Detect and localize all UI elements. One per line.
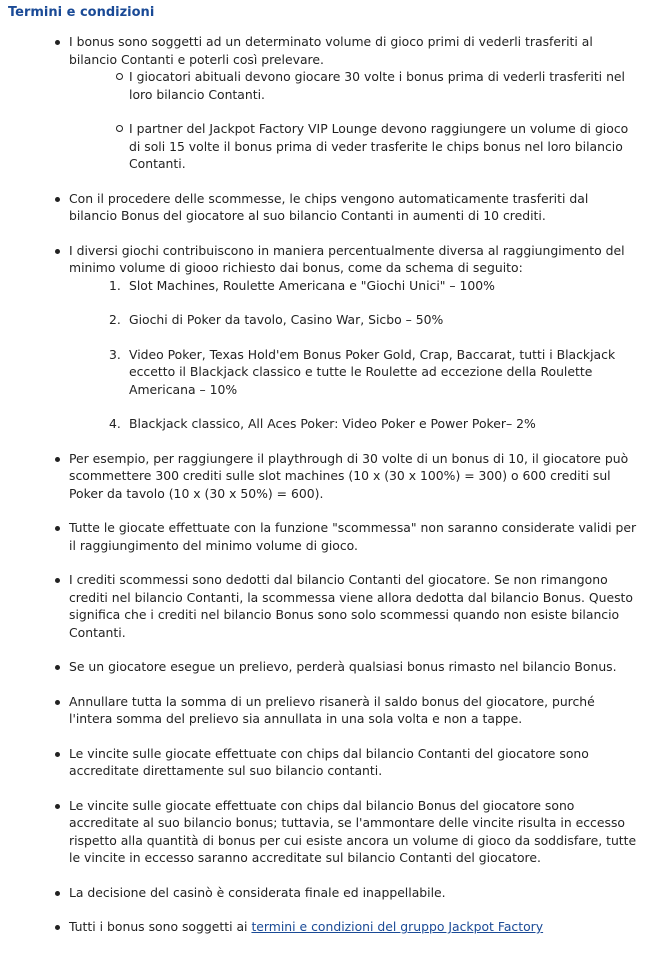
terms-item: [69, 33, 640, 173]
terms-item: [69, 190, 640, 225]
terms-item-text: Le vincite sulle giocate effettuate con chips dal bilancio Bonus del giocatore sono accreditate al suo bilancio bonus; tuttavia, se l'ammontare delle vincite risulta in eccesso rispetto alla quantità di bonus per cui esiste ancora un volume di gioco da soddisfare, tutte le vincite in eccesso saranno accreditate sul bilancio Contanti del giocatore.: [69, 797, 637, 865]
terms-item: [69, 693, 640, 728]
terms-subitem: [129, 120, 640, 173]
terms-item-text: Annullare tutta la somma di un prelievo risanerà il saldo bonus del giocatore, purché l'intera somma del prelievo sia annullata in una sola volta e non a tappe.: [69, 693, 595, 726]
terms-sublist: [69, 68, 640, 173]
terms-item: [69, 519, 640, 554]
terms-item: [69, 658, 640, 676]
terms-item-text: Tutti i bonus sono soggetti ai: [69, 919, 252, 934]
page-title: Termini e condizioni: [8, 5, 155, 20]
contribution-item: [109, 415, 640, 433]
terms-item: [69, 745, 640, 780]
contribution-text: Blackjack classico, All Aces Poker: Video Poker e Power Poker– 2%: [129, 416, 536, 431]
contribution-number: 3.: [109, 346, 121, 362]
terms-item: [69, 450, 640, 503]
terms-item-text: I crediti scommessi sono dedotti dal bilancio Contanti del giocatore. Se non rimangono crediti nel bilancio Contanti, la scommessa viene allora dedotta dal bilancio Bonus. Questo significa che i crediti nel bilancio Bonus sono solo scommessi quando non esiste bilancio Contanti.: [69, 572, 633, 640]
terms-item: [69, 571, 640, 641]
contribution-number: 4.: [109, 416, 121, 431]
terms-item: [69, 884, 640, 902]
contribution-text: Slot Machines, Roulette Americana e "Giochi Unici" – 100%: [129, 277, 495, 293]
terms-item-text: I bonus sono soggetti ad un determinato volume di gioco primi di vederli trasferiti al bilancio Contanti e poterli così prelevare.: [69, 34, 593, 67]
terms-item-text: Se un giocatore esegue un prelievo, perderà qualsiasi bonus rimasto nel bilancio Bonus.: [69, 659, 617, 674]
terms-subitem: [129, 68, 640, 103]
terms-item-text: La decisione del casinò è considerata finale ed inappellabile.: [69, 884, 446, 900]
terms-item: [69, 918, 640, 936]
terms-subitem-text: I partner del Jackpot Factory VIP Lounge devono raggiungere un volume di gioco di soli 15 volte il bonus prima di veder trasferite le chips bonus nel loro bilancio Contanti.: [129, 121, 629, 171]
contribution-list: [69, 277, 640, 433]
contribution-item: [109, 277, 640, 295]
terms-item: [69, 797, 640, 867]
terms-item-text: I diversi giochi contribuiscono in maniera percentualmente diversa al raggiungimento del minimo volume di giooo richiesto dai bonus, come da schema di seguito:: [69, 242, 625, 275]
terms-subitem-text: I giocatori abituali devono giocare 30 volte i bonus prima di vederli trasferiti nel loro bilancio Contanti.: [129, 69, 625, 102]
terms-item-text: Le vincite sulle giocate effettuate con chips dal bilancio Contanti del giocatore sono accreditate direttamente sul suo bilancio contanti.: [69, 745, 589, 778]
contribution-text: Video Poker, Texas Hold'em Bonus Poker Gold, Crap, Baccarat, tutti i Blackjack eccetto il Blackjack classico e tutte le Roulette ad eccezione della Roulette Americana – 10%: [129, 346, 616, 397]
group-terms-link[interactable]: termini e condizioni del gruppo Jackpot Factory: [251, 919, 544, 934]
contribution-item: [109, 311, 640, 329]
terms-item-text: Tutte le giocate effettuate con la funzione "scommessa" non saranno considerate validi per il raggiungimento del minimo volume di gioco.: [69, 520, 637, 553]
contribution-item: [109, 346, 640, 399]
terms-item-text: Per esempio, per raggiungere il playthrough di 30 volte di un bonus di 10, il giocatore può scommettere 300 crediti sulle slot machines (10 x (30 x 100%) = 300) o 600 crediti sul Poker da tavolo (10 x (30 x 50%) = 600).: [69, 450, 629, 501]
terms-item: [69, 242, 640, 433]
contribution-number: 1.: [109, 277, 121, 293]
contribution-number: 2.: [109, 312, 121, 327]
terms-item-text: Con il procedere delle scommesse, le chips vengono automaticamente trasferiti dal bilancio Bonus del giocatore al suo bilancio Contanti in aumenti di 10 crediti.: [69, 190, 589, 223]
contribution-text: Giochi di Poker da tavolo, Casino War, Sicbo – 50%: [129, 312, 444, 327]
